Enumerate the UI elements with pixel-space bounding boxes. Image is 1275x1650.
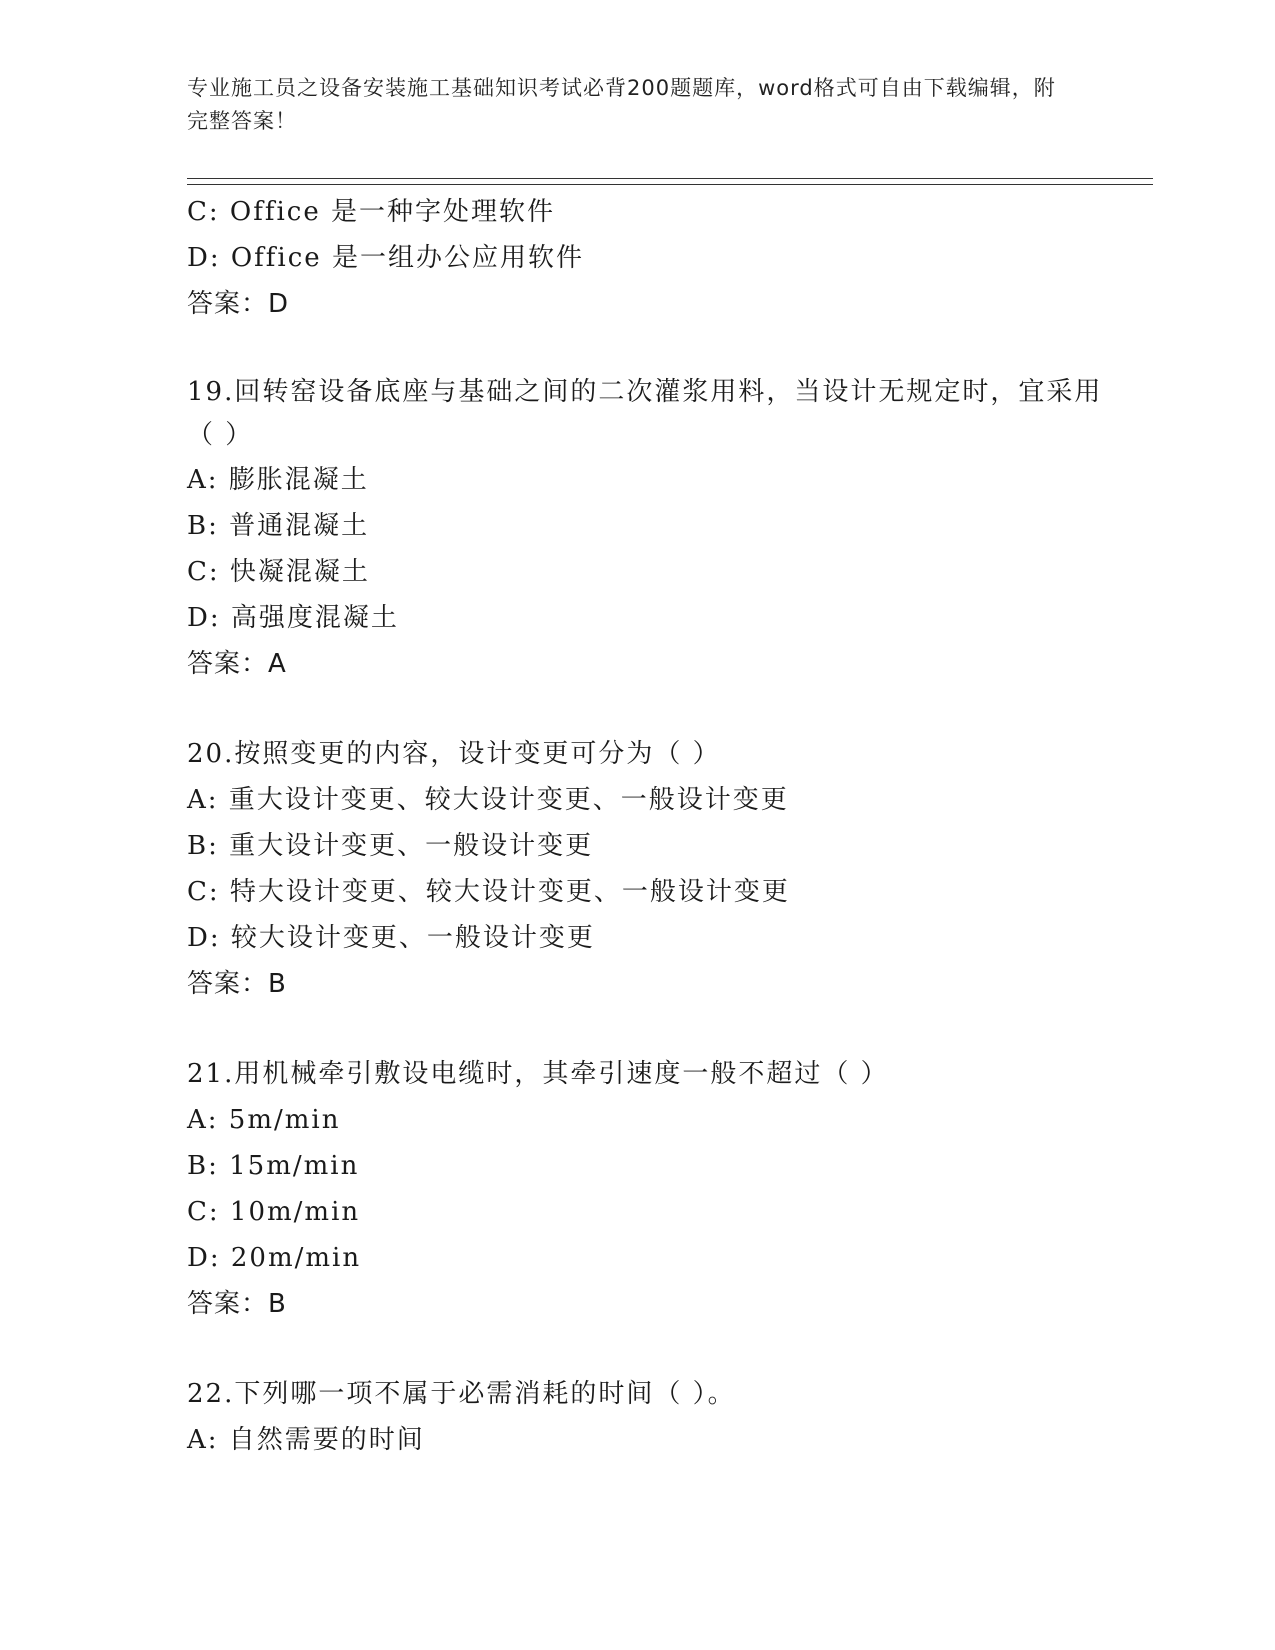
option-a: A: 5m/min — [187, 1105, 341, 1135]
question-22 — [187, 1371, 1127, 1463]
question-21 — [187, 1051, 1127, 1327]
option-d: D: 较大设计变更、一般设计变更 — [187, 923, 595, 953]
option-a: A: 重大设计变更、较大设计变更、一般设计变更 — [187, 785, 789, 815]
option-c: C: 特大设计变更、较大设计变更、一般设计变更 — [187, 877, 790, 907]
question-18-tail — [187, 189, 1127, 327]
option-a: A: 自然需要的时间 — [187, 1425, 425, 1455]
option-b: B: 重大设计变更、一般设计变更 — [187, 831, 594, 861]
answer-line: 答案：B — [187, 969, 287, 999]
answer-line: 答案：B — [187, 1289, 287, 1319]
option-b: B: 普通混凝土 — [187, 511, 370, 541]
answer-line: 答案：A — [187, 649, 287, 679]
option-b: B: 15m/min — [187, 1151, 360, 1181]
question-stem: 20.按照变更的内容，设计变更可分为（ ） — [187, 739, 721, 769]
header-double-rule — [187, 178, 1153, 185]
option-c: C: 快凝混凝土 — [187, 557, 370, 587]
option-d: D: Office 是一组办公应用软件 — [187, 243, 584, 273]
page-header-title: 专业施工员之设备安装施工基础知识考试必背200题题库，word格式可自由下载编辑，附完整答案！ — [187, 76, 1056, 133]
document-body — [187, 189, 1127, 1463]
question-stem: 19.回转窑设备底座与基础之间的二次灌浆用料，当设计无规定时，宜采用（ ） — [187, 377, 1103, 450]
option-a: A: 膨胀混凝土 — [187, 465, 369, 495]
question-stem: 22.下列哪一项不属于必需消耗的时间（ ）。 — [187, 1379, 736, 1409]
answer-line: 答案：D — [187, 289, 290, 319]
option-d: D: 高强度混凝土 — [187, 603, 399, 633]
question-20 — [187, 731, 1127, 1007]
option-d: D: 20m/min — [187, 1243, 362, 1273]
question-stem: 21.用机械牵引敷设电缆时，其牵引速度一般不超过（ ） — [187, 1059, 889, 1089]
option-c: C: Office 是一种字处理软件 — [187, 197, 556, 227]
question-19 — [187, 371, 1127, 687]
option-c: C: 10m/min — [187, 1197, 361, 1227]
